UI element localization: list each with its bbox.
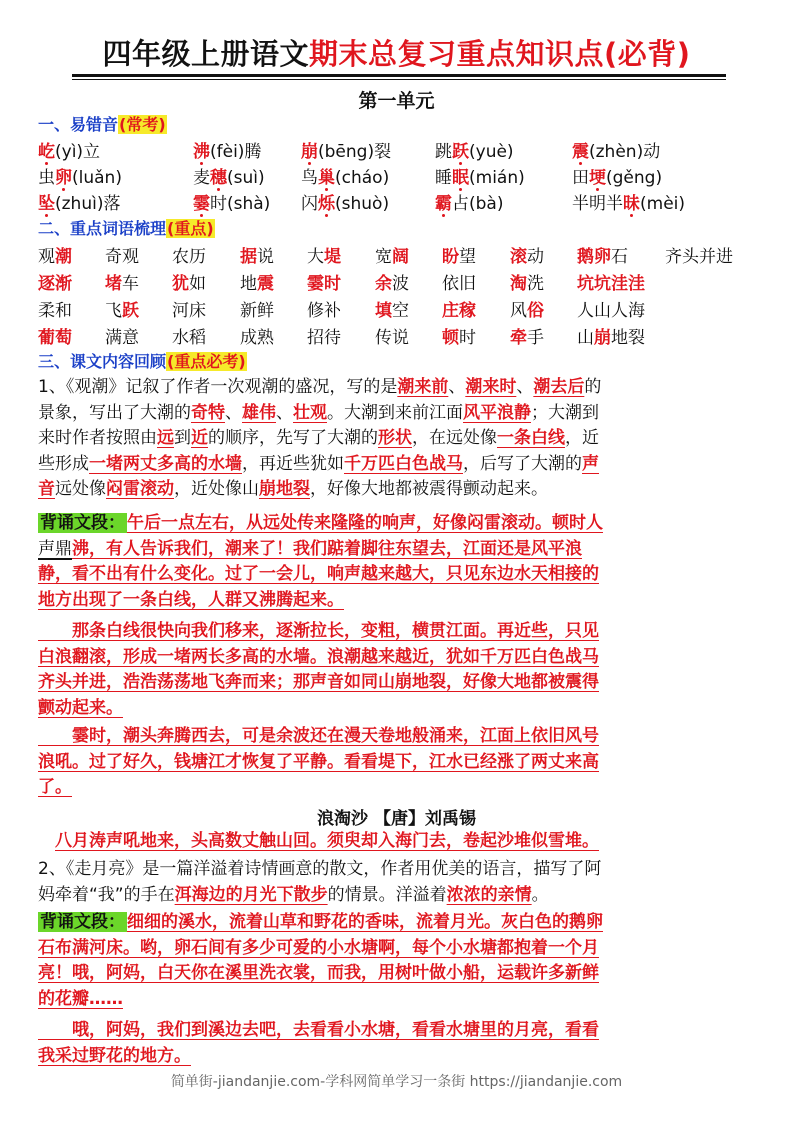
text-line [38, 857, 758, 883]
title-part2: 期末总复习重点知识点(必背) [309, 37, 691, 71]
text-segment: ，好像大地都被震得颤动起来。 [310, 479, 548, 500]
pinyin-reading: (shuò) [335, 194, 390, 214]
word-item [375, 323, 409, 348]
word-part: 阔 [392, 247, 409, 267]
pinyin-char: 卵 [55, 168, 72, 188]
word-part: 依旧 [442, 274, 476, 294]
unit-heading: 第一单元 [358, 90, 435, 112]
paragraph-guanchao [38, 375, 758, 503]
pinyin-item [38, 137, 100, 162]
word-item [172, 269, 206, 294]
pinyin-reading: (zhèn)动 [589, 142, 661, 162]
pinyin-prefix: 跳 [435, 142, 452, 162]
word-part: 顿 [442, 328, 459, 348]
word-part: 说 [257, 247, 274, 267]
section-heading-review [38, 349, 247, 372]
recite-label: 背诵文段： [40, 513, 125, 533]
paragraph-zouyueliang [38, 857, 758, 908]
word-item [240, 269, 274, 294]
pinyin-prefix: 闪 [301, 194, 318, 214]
word-part: 满意 [105, 328, 139, 348]
text-segment: 千万匹白色战马 [344, 453, 463, 474]
section-heading-pronunciation [38, 112, 167, 135]
word-item [442, 296, 476, 321]
section-heading-words [38, 216, 215, 239]
text-segment: 音 [38, 479, 55, 500]
word-part: 农历 [172, 247, 206, 267]
text-line [38, 987, 758, 1013]
word-item [510, 296, 544, 321]
text-segment: 、 [276, 402, 293, 423]
text-segment: 潮来时 [465, 377, 517, 397]
word-part: 据 [240, 247, 257, 267]
pinyin-reading: 时(shà) [210, 194, 271, 214]
word-item [375, 242, 409, 267]
recite-block-2 [38, 619, 758, 721]
text-segment: 景象，写出了大潮的 [38, 402, 191, 423]
word-part: 逐渐 [38, 274, 72, 294]
word-part: 山 [577, 328, 594, 348]
text-segment: 浪吼。过了好久，钱塘江才恢复了平静。看看堤下，江水已经涨了两丈来高 [38, 751, 599, 772]
word-item [38, 323, 72, 348]
text-segment: 颤动起来。 [38, 697, 123, 718]
word-part: 大 [307, 247, 324, 267]
recite-block-3 [38, 724, 758, 801]
text-line [38, 511, 758, 537]
text-segment: 壮观 [293, 402, 327, 423]
text-line [38, 562, 758, 588]
text-segment: ，再近些犹如 [242, 453, 344, 474]
word-part: 柔和 [38, 301, 72, 321]
word-part: 潮 [55, 247, 72, 267]
pinyin-item [435, 189, 503, 214]
word-part: 风 [510, 301, 527, 321]
text-segment: 了。 [38, 777, 72, 798]
text-segment: 。大潮到来前江面 [327, 402, 463, 423]
word-part: 宽 [375, 247, 392, 267]
word-part: 庄稼 [442, 301, 476, 321]
word-part: 车 [122, 274, 139, 294]
word-item [240, 323, 274, 348]
word-item [577, 269, 645, 294]
word-item [307, 269, 341, 294]
text-segment: ，近处像山 [174, 479, 259, 500]
text-segment: 妈牵着“我”的手在 [38, 884, 175, 905]
word-item [510, 269, 544, 294]
text-segment: 风平浪静 [463, 402, 531, 423]
pinyin-reading: 占(bà) [452, 194, 504, 214]
text-segment: 2、《走月亮》是一篇洋溢着诗情画意的散文，作者用优美的语言，描写了阿 [38, 859, 602, 879]
pinyin-item [435, 137, 514, 162]
word-part: 观 [38, 247, 55, 267]
word-item [38, 242, 72, 267]
pinyin-item [193, 163, 265, 188]
text-segment: ，近 [565, 428, 599, 449]
word-part: 空 [392, 301, 409, 321]
text-segment: 浓浓的亲情 [446, 884, 532, 905]
word-part: 奇观 [105, 247, 139, 267]
text-line [38, 750, 758, 776]
pinyin-char: 沸 [193, 142, 210, 162]
word-part: 跃 [122, 301, 139, 321]
pinyin-char: 坠 [38, 194, 55, 214]
pinyin-item [435, 163, 525, 188]
word-item [307, 296, 341, 321]
word-item [105, 323, 139, 348]
text-segment: 些形成 [38, 453, 89, 474]
text-line [38, 401, 758, 427]
recite-block-5 [38, 1018, 758, 1069]
text-segment: 一堵两丈多高的水墙 [89, 453, 242, 474]
word-part: 手 [527, 328, 544, 348]
page-title [0, 32, 793, 73]
pinyin-char: 昧 [623, 194, 640, 214]
pinyin-item [301, 189, 389, 214]
pinyin-reading: (luǎn) [72, 168, 122, 188]
poem-text: 八月涛声吼地来，头高数丈触山回。须臾却入海门去，卷起沙堆似雪堆。 [55, 831, 599, 851]
text-segment: 沸，有人告诉我们，潮来了！我们踮着脚往东望去，江面还是风平浪 [72, 538, 582, 559]
text-segment: ，在远处像 [412, 428, 497, 449]
word-item [105, 269, 139, 294]
pinyin-char: 埂 [589, 168, 606, 188]
text-segment: 崩地裂 [259, 479, 310, 500]
text-line [38, 696, 758, 722]
pinyin-reading: (mèi) [640, 194, 686, 214]
text-segment: 齐头并进，浩浩荡荡地飞奔而来；那声音如同山崩地裂，好像大地都被震得 [38, 672, 599, 693]
word-part: 水稻 [172, 328, 206, 348]
word-part: 人山人海 [577, 301, 645, 321]
text-segment: 、 [516, 377, 534, 397]
word-item [577, 323, 645, 348]
word-part: 余 [375, 274, 392, 294]
word-part: 填 [375, 301, 392, 321]
text-segment: 潮来前 [397, 377, 449, 397]
word-part: 地 [240, 274, 257, 294]
text-line [38, 477, 758, 503]
text-segment: ；大潮到 [531, 402, 599, 423]
text-line [38, 883, 758, 909]
word-part: 动 [527, 247, 544, 267]
text-segment: 形状 [378, 428, 412, 449]
text-segment: 近 [191, 428, 208, 449]
text-segment: 石布满河床。哟，卵石间有多少可爱的小水塘啊，每个小水塘都抱着一个月 [38, 937, 599, 958]
pinyin-char: 崩 [301, 142, 318, 162]
text-segment: 闷雷滚动 [106, 479, 174, 500]
section-tag: (常考) [119, 115, 166, 134]
word-item [442, 269, 476, 294]
section-tag: (重点) [167, 219, 214, 238]
text-line [38, 724, 758, 750]
text-segment: 的情景。洋溢着 [327, 884, 447, 905]
text-segment: 、 [225, 402, 242, 423]
word-part: 俗 [527, 301, 544, 321]
word-part: 堤 [324, 247, 341, 267]
text-segment: 一条白线 [497, 428, 565, 449]
text-segment: 奇特 [191, 402, 225, 423]
pinyin-reading: (yuè) [469, 142, 514, 162]
word-part: 招待 [307, 328, 341, 348]
text-line [38, 375, 758, 401]
pinyin-prefix: 半明半 [572, 194, 623, 214]
pinyin-item [301, 163, 389, 188]
word-part: 葡萄 [38, 328, 72, 348]
word-item [38, 296, 72, 321]
text-line [38, 910, 758, 936]
word-item [577, 242, 628, 267]
text-segment: 细细的溪水，流着山草和野花的香味，流着月光。灰白色的鹅卵 [127, 912, 603, 932]
pinyin-prefix: 睡 [435, 168, 452, 188]
word-item [510, 323, 544, 348]
word-item [510, 242, 544, 267]
word-item [442, 242, 476, 267]
pinyin-item [572, 137, 660, 162]
word-item [105, 242, 139, 267]
text-line [38, 619, 758, 645]
text-segment: 到 [174, 428, 191, 449]
text-line [38, 588, 758, 614]
word-part: 牵 [510, 328, 527, 348]
recite-label: 背诵文段： [40, 912, 125, 932]
section-label: 三、课文内容回顾 [38, 352, 167, 371]
word-part: 新鲜 [240, 301, 274, 321]
pinyin-prefix: 虫 [38, 168, 55, 188]
text-line [38, 645, 758, 671]
word-part: 滚 [510, 247, 527, 267]
word-part: 河床 [172, 301, 206, 321]
word-part: 震 [257, 274, 274, 294]
text-segment: 哦，阿妈，我们到溪边去吧，去看看小水塘，看看水塘里的月亮，看看 [38, 1020, 599, 1040]
pinyin-reading: (bēng)裂 [318, 142, 392, 162]
text-segment: 。 [531, 884, 549, 905]
text-segment: 静，看不出有什么变化。过了一会儿，响声越来越大，只见东边水天相接的 [38, 564, 599, 585]
word-part: 传说 [375, 328, 409, 348]
text-segment: 那条白线很快向我们移来，逐渐拉长，变粗，横贯江面。再近些，只见 [38, 621, 599, 641]
word-item [307, 323, 341, 348]
pinyin-item [193, 189, 270, 214]
text-line [38, 452, 758, 478]
text-segment: 亮！哦，阿妈，白天你在溪里洗衣裳，而我，用树叶做小船，运载许多新鲜 [38, 963, 599, 984]
word-item [307, 242, 341, 267]
word-part: 齐头并进 [665, 247, 733, 267]
poem-title: 浪淘沙 【唐】刘禹锡 [317, 809, 476, 829]
word-part: 霎时 [307, 274, 341, 294]
text-segment: 雄伟 [242, 402, 276, 423]
text-segment: 地方出现了一条白线，人群又沸腾起来。 [38, 589, 344, 610]
word-item [665, 242, 733, 267]
pinyin-prefix: 麦 [193, 168, 210, 188]
pinyin-item [301, 137, 391, 162]
word-item [105, 296, 139, 321]
pinyin-item [572, 163, 662, 188]
text-line [38, 537, 758, 563]
text-segment: 潮去后 [533, 377, 585, 397]
word-item [172, 296, 206, 321]
text-segment: 1、《观潮》记叙了作者一次观潮的盛况，写的是 [38, 377, 398, 397]
word-part: 洗 [527, 274, 544, 294]
word-item [172, 242, 206, 267]
pinyin-char: 烁 [318, 194, 335, 214]
footer-watermark: 简单街-jiandanjie.com-学科网简单学习一条街 https://jiandanjie.com [170, 1074, 623, 1090]
recite-block-4 [38, 910, 758, 1012]
pinyin-char: 屹 [38, 142, 55, 162]
word-item [577, 296, 645, 321]
word-item [172, 323, 206, 348]
section-label: 一、易错音 [38, 115, 119, 134]
text-segment: 我采过野花的地方。 [38, 1045, 191, 1066]
recite-block-1 [38, 511, 758, 613]
text-line [38, 670, 758, 696]
text-line [38, 961, 758, 987]
word-part: 时 [459, 328, 476, 348]
text-line [38, 775, 758, 801]
pinyin-reading: (mián) [469, 168, 525, 188]
text-line [38, 936, 758, 962]
word-part: 鹅卵 [577, 247, 611, 267]
pinyin-item [193, 137, 261, 162]
word-part: 飞 [105, 301, 122, 321]
pinyin-char: 眠 [452, 168, 469, 188]
text-segment: 远处像 [55, 479, 106, 500]
pinyin-char: 跃 [452, 142, 469, 162]
word-part: 望 [459, 247, 476, 267]
word-part: 淘 [510, 274, 527, 294]
text-segment: 洱海边的月光下散步 [174, 884, 328, 905]
text-segment: 的顺序，先写了大潮的 [208, 428, 378, 449]
pinyin-item [572, 189, 685, 214]
word-item [240, 296, 274, 321]
pinyin-char: 霸 [435, 194, 452, 214]
text-segment: 、 [448, 377, 466, 397]
text-line [38, 1018, 758, 1044]
text-segment: 声 [582, 453, 599, 474]
text-segment: 的花瓣…… [38, 988, 123, 1009]
text-segment: 来时作者按照由 [38, 428, 157, 449]
pinyin-prefix: 田 [572, 168, 589, 188]
title-underline-thin [72, 79, 726, 80]
word-part: 石 [611, 247, 628, 267]
text-segment: 午后一点左右，从远处传来隆隆的响声，好像闷雷滚动。顿时人 [127, 513, 603, 533]
word-item [375, 296, 409, 321]
word-part: 修补 [307, 301, 341, 321]
word-part: 堵 [105, 274, 122, 294]
title-part1: 四年级上册语文 [102, 37, 309, 71]
word-item [240, 242, 274, 267]
word-part: 地裂 [611, 328, 645, 348]
text-segment: 霎时，潮头奔腾西去，可是余波还在漫天卷地般涌来，江面上依旧风号 [38, 726, 599, 746]
pinyin-char: 震 [572, 142, 589, 162]
section-label: 二、重点词语梳理 [38, 219, 167, 238]
word-part: 崩 [594, 328, 611, 348]
word-part: 坑坑洼洼 [577, 274, 645, 294]
pinyin-reading: (fèi)腾 [210, 142, 262, 162]
text-line [38, 426, 758, 452]
pinyin-item [38, 163, 122, 188]
text-segment: 白浪翻滚，形成一堵两长多高的水墙。浪潮越来越近，犹如千万匹白色战马 [38, 646, 599, 667]
text-segment: ，后写了大潮的 [463, 453, 582, 474]
pinyin-reading: (yì)立 [55, 142, 101, 162]
text-segment: 的 [584, 377, 602, 397]
word-part: 如 [189, 274, 206, 294]
pinyin-char: 巢 [318, 168, 335, 188]
text-segment: 远 [157, 428, 174, 449]
pinyin-reading: (zhuì)落 [55, 194, 121, 214]
title-underline [72, 74, 726, 77]
pinyin-prefix: 鸟 [301, 168, 318, 188]
pinyin-reading: (suì) [227, 168, 265, 188]
pinyin-reading: (cháo) [335, 168, 390, 188]
pinyin-item [38, 189, 120, 214]
word-item [38, 269, 72, 294]
word-part: 波 [392, 274, 409, 294]
poem-line [55, 829, 755, 855]
word-part: 盼 [442, 247, 459, 267]
word-part: 犹 [172, 274, 189, 294]
text-segment: 声鼎 [38, 538, 72, 559]
pinyin-char: 穗 [210, 168, 227, 188]
word-item [442, 323, 476, 348]
pinyin-reading: (gěng) [606, 168, 663, 188]
text-line [38, 1044, 758, 1070]
word-item [375, 269, 409, 294]
section-tag: (重点必考) [167, 352, 246, 371]
pinyin-char: 霎 [193, 194, 210, 214]
word-part: 成熟 [240, 328, 274, 348]
